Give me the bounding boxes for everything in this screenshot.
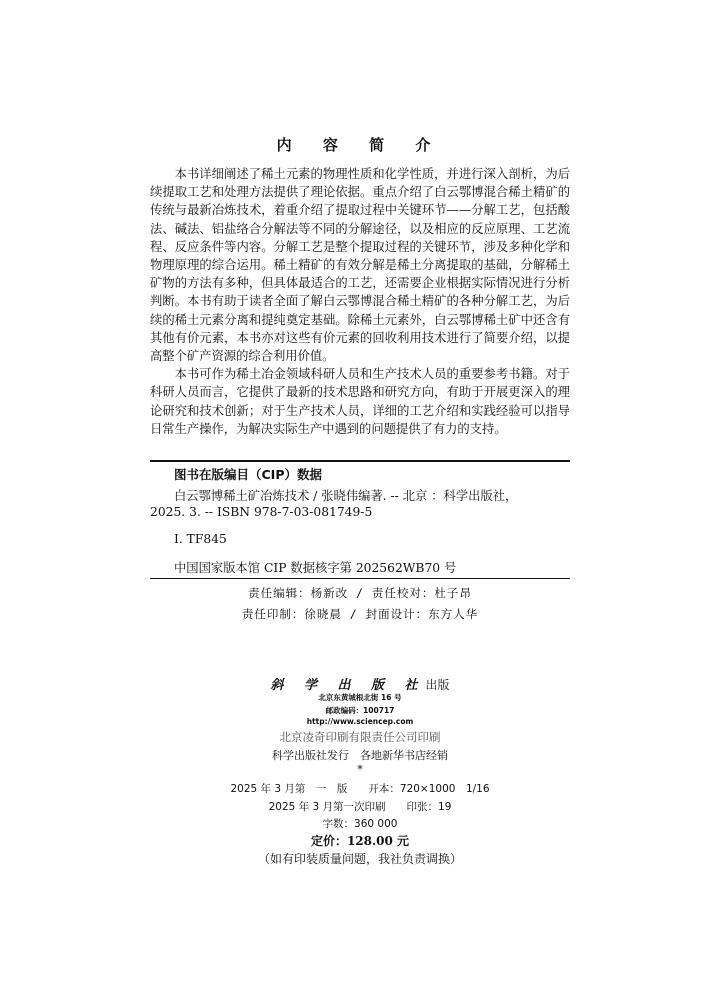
- page-title: 内 容 简 介: [276, 136, 444, 154]
- distribution-line: 科学出版社发行 各地新华书店经销: [272, 749, 448, 762]
- edition-line: 2025 年 3 月第 一 版 开本：720×1000 1/16: [230, 783, 490, 795]
- production-line: 责任印制：徐晓晨 / 封面设计：东方人华: [241, 607, 479, 621]
- separator-star: *: [357, 763, 363, 776]
- printing-line: 2025 年 3 月第一次印刷 印张：19: [268, 801, 452, 813]
- publisher-logo-line: [0, 674, 720, 693]
- summary-paragraph: 本书详细阐述了稀土元素的物理性质和化学性质，并进行深入剖析，为后续提取工艺和处理方法提供了理论依据。重点介绍了白云鄂博混合稀土精矿的传统与最新冶炼技术，着重介绍了提取过程中关键环节——分解工艺，包括酸法、碱法、铝盐络合分解法等不同的分解途径，以及相应的反应原理、工艺流程、反应条件等内容。分解工艺是整个提取过程的关键环节，涉及多种化学和物理原理的综合运用。稀土精矿的有效分解是稀土分离提取的基础，分解稀土矿物的方法有多种，但具体最适合的工艺，还需要企业根据实际情况进行分析判断。本书有助于读者全面了解白云鄂博混合稀土精矿的各种分解工艺，为后续的稀土元素分离和提纯奠定基础。除稀土元素外，白云鄂博稀土矿中还含有其他有价元素，本书亦对这些有价元素的回收利用技术进行了简要介绍，以提高整个矿产资源的综合利用价值。: [150, 167, 570, 364]
- cip-isbn-line: 2025. 3. -- ISBN 978-7-03-081749-5: [150, 505, 373, 519]
- publisher-postcode: 邮政编码：100717: [325, 706, 395, 715]
- cip-record-number: 中国国家版本馆 CIP 数据核字第 202562WB70 号: [174, 561, 457, 575]
- cip-top-rule: [150, 460, 570, 462]
- publisher-suffix: 出版: [425, 678, 450, 692]
- word-count: 字数：360 000: [322, 818, 398, 830]
- editors-line: 责任编辑：杨新改 / 责任校对：杜子昂: [248, 586, 472, 600]
- publisher-url: http://www.sciencep.com: [306, 717, 414, 726]
- publisher-name: 斜 学 出 版 社: [270, 678, 426, 693]
- publisher-address: 北京东黄城根北街 16 号: [318, 693, 402, 702]
- summary-paragraph: 本书可作为稀土冶金领域科研人员和生产技术人员的重要参考书籍。对于科研人员而言，它提供了最新的技术思路和研究方向，有助于开展更深入的理论研究和技术创新；对于生产技术人员，详细的工艺介绍和实践经验可以指导日常生产操作，为解决实际生产中遇到的问题提供了有力的支持。: [150, 367, 570, 436]
- cip-bibliographic-line: 白云鄂博稀土矿冶炼技术 / 张晓伟编著. -- 北京 ：科学出版社，: [174, 489, 518, 503]
- cip-heading: 图书在版编目（CIP）数据: [174, 467, 322, 482]
- cip-classification: Ⅰ. TF845: [174, 532, 227, 546]
- price: 定价：128.00 元: [310, 834, 410, 848]
- quality-note: （如有印装质量问题，我社负责调换）: [257, 852, 462, 866]
- printer-line: 北京凌奇印刷有限责任公司印刷: [279, 730, 441, 744]
- summary-section: [150, 165, 570, 438]
- cip-bottom-rule: [150, 578, 570, 579]
